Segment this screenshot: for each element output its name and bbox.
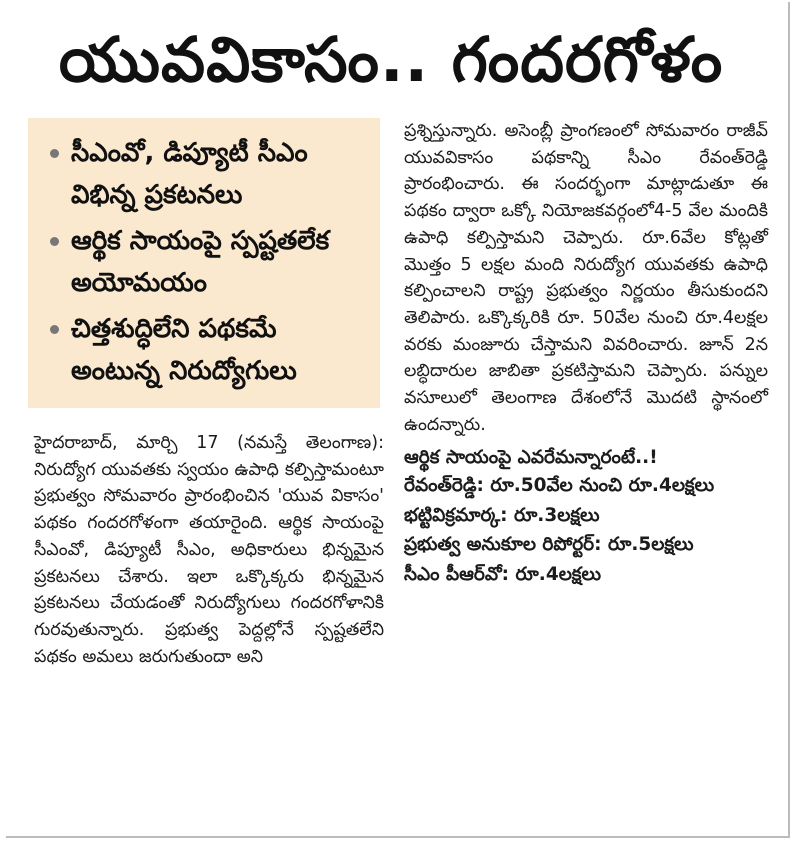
bullet-icon	[50, 149, 59, 158]
bullet-icon	[50, 237, 59, 246]
highlight-item	[50, 132, 370, 216]
highlight-text: సీఎంవో, డిప్యూటీ సీఎం విభిన్న ప్రకటనలు	[71, 138, 308, 210]
highlight-item	[50, 220, 370, 304]
highlights-box	[28, 118, 380, 408]
article-paragraph: ప్రశ్నిస్తున్నారు. అసెంబ్లీ ప్రాంగణంలో సోమవారం రాజీవ్ యువవికాసం పథకాన్ని సీఎం రేవంత్‌రెడ్డి ప్రారంభించారు. ఈ సందర్భంగా మాట్లాడుతూ ఈ పథకం ద్వారా ఒక్కో నియోజకవర్గంలో4-5 వేల మందికి ఉపాధి కల్పిస్తామని చెప్పారు. రూ.6వేల కోట్లతో మొత్తం 5 లక్షల మంది నిరుద్యోగ యువతకు ఉపాధి కల్పించాలని రాష్ట్ర ప్రభుత్వం నిర్ణయం తీసుకుందని తెలిపారు. ఒక్కొక్కరికి రూ. 50వేల నుంచి రూ.4లక్షల వరకు మంజూరు చేస్తామని వివరించారు. జూన్ 2న లబ్ధిదారుల జాబితా ప్రకటిస్తామని చెప్పారు. పన్నుల వసూలులో తెలంగాణ దేశంలోనే మొదటి స్థానంలో ఉందన్నారు.	[404, 121, 768, 435]
highlight-item	[50, 308, 370, 392]
highlight-text: ఆర్థిక సాయంపై స్పష్టతలేక అయోమయం	[71, 226, 330, 298]
article-column-right	[404, 118, 768, 589]
quote-line: రేవంత్‌రెడ్డి: రూ.50వేల నుంచి రూ.4లక్షలు	[404, 475, 715, 497]
article-paragraph: హైదరాబాద్, మార్చి 17 (నమస్తే తెలంగాణ): నిరుద్యోగ యువతకు స్వయం ఉపాధి కల్పిస్తామంటూ ప్రభుత్వం సోమవారం ప్రారంభించిన 'యువ వికాసం' పథకం గందరగోళంగా తయారైంది. ఆర్థిక సాయంపై సీఎంవో, డిప్యూటీ సీఎం, అధికారులు భిన్నమైన ప్రకటనలు చేశారు. ఇలా ఒక్కొక్కరు భిన్నమైన ప్రకటనలు చేయడంతో నిరుద్యోగులు గందరగోళానికి గురవుతున్నారు. ప్రభుత్వ పెద్దల్లోనే స్పష్టతలేని పథకం అమలు జరుగుతుందా అని	[34, 433, 384, 667]
quote-line: భట్టివిక్రమార్క: రూ.3లక్షలు	[404, 504, 600, 526]
news-clipping	[6, 2, 790, 838]
bullet-icon	[50, 325, 59, 334]
article-subhead: ఆర్థిక సాయంపై ఎవరేమన్నారంటే..!	[404, 447, 658, 469]
article-column-left	[34, 430, 384, 670]
quote-line: ప్రభుత్వ అనుకూల రిపోర్టర్: రూ.5లక్షలు	[404, 534, 694, 556]
highlight-text: చిత్తశుద్ధిలేని పథకమే అంటున్న నిరుద్యోగులు	[71, 314, 297, 386]
headline: యువవికాసం.. గందరగోళం	[58, 23, 724, 96]
quote-line: సీఎం పీఆర్‌వో: రూ.4లక్షలు	[404, 563, 601, 585]
